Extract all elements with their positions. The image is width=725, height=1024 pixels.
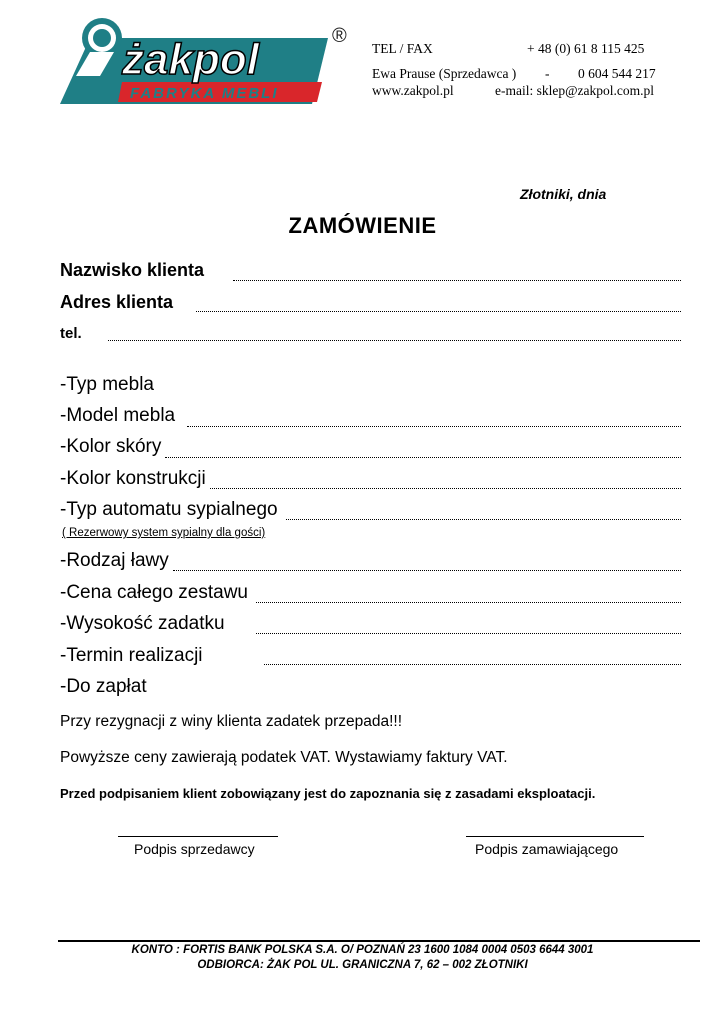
item-label: Kolor skóry xyxy=(66,436,162,457)
item-dash: - xyxy=(60,613,67,634)
item-sleep-mechanism xyxy=(60,499,278,521)
client-phone-field[interactable] xyxy=(108,340,681,341)
item-dash: - xyxy=(60,499,67,520)
tel-fax-label: TEL / FAX xyxy=(372,41,433,56)
item-dash: - xyxy=(60,436,67,457)
item-label: Model mebla xyxy=(66,405,176,426)
item-dash: - xyxy=(60,405,67,426)
item-label: Wysokość zadatku xyxy=(66,613,225,634)
client-address-field[interactable] xyxy=(196,311,681,312)
item-table-type xyxy=(60,550,169,572)
furniture-model-field[interactable] xyxy=(187,426,681,427)
item-label: Kolor konstrukcji xyxy=(66,468,206,489)
item-dash: - xyxy=(60,582,67,603)
sleep-mechanism-field[interactable] xyxy=(286,519,681,520)
tel-fax-value: + 48 (0) 61 8 115 425 xyxy=(527,41,645,56)
item-amount-due xyxy=(60,676,147,698)
item-label: Do zapłat xyxy=(66,676,147,697)
item-furniture-type xyxy=(60,374,154,396)
buyer-signature-label: Podpis zamawiającego xyxy=(475,841,619,857)
footer-divider xyxy=(58,940,700,942)
leather-color-field[interactable] xyxy=(165,457,681,458)
deposit-amount-field[interactable] xyxy=(256,633,681,634)
item-delivery-date xyxy=(60,645,203,667)
item-dash: - xyxy=(60,468,67,489)
item-label: Cena całego zestawu xyxy=(66,582,248,603)
item-deposit-amount xyxy=(60,613,225,635)
item-dash: - xyxy=(60,676,67,697)
item-dash: - xyxy=(60,550,67,571)
vat-note: Powyższe ceny zawierają podatek VAT. Wystawiamy faktury VAT. xyxy=(60,749,508,766)
item-label: Typ automatu sypialnego xyxy=(66,499,278,520)
email-link[interactable]: e-mail: sklep@zakpol.com.pl xyxy=(495,83,655,98)
seller-signature-label: Podpis sprzedawcy xyxy=(134,841,255,857)
item-frame-color xyxy=(60,468,206,490)
reserve-note: ( Rezerwowy system sypialny dla gości) xyxy=(62,527,266,539)
delivery-date-field[interactable] xyxy=(264,664,681,665)
logo-brand-text: żakpol xyxy=(122,35,259,84)
frame-color-field[interactable] xyxy=(210,488,681,489)
buyer-signature-line[interactable] xyxy=(466,836,644,837)
item-total-price xyxy=(60,582,248,604)
seller-separator: - xyxy=(545,66,550,81)
seller-name: Ewa Prause (Sprzedawca ) xyxy=(372,66,517,81)
table-type-field[interactable] xyxy=(173,570,681,571)
rules-note: Przed podpisaniem klient zobowiązany jest do zapoznania się z zasadami eksploatacji. xyxy=(60,786,596,801)
deposit-note: Przy rezygnacji z winy klienta zadatek przepada!!! xyxy=(60,713,403,730)
registered-mark: ® xyxy=(332,25,347,47)
seller-signature-line[interactable] xyxy=(118,836,278,837)
item-label: Typ mebla xyxy=(66,374,154,395)
company-logo xyxy=(60,16,360,108)
zakpol-logo-graphic xyxy=(60,16,360,108)
page-title: ZAMÓWIENIE xyxy=(288,213,437,238)
item-dash: - xyxy=(60,374,67,395)
client-name-field[interactable] xyxy=(233,280,681,281)
bank-account: KONTO : FORTIS BANK POLSKA S.A. O/ POZNAŃ 23 1600 1084 0004 0503 6644 3001 xyxy=(131,944,594,956)
item-label: Termin realizacji xyxy=(66,645,203,666)
item-dash: - xyxy=(60,645,67,666)
total-price-field[interactable] xyxy=(256,602,681,603)
recipient-address: ODBIORCA: ŻAK POL UL. GRANICZNA 7, 62 – 002 ZŁOTNIKI xyxy=(197,959,528,971)
seller-phone: 0 604 544 217 xyxy=(578,66,656,81)
logo-subtitle-text: FABRYKA MEBLI xyxy=(130,85,279,102)
place-date: Złotniki, dnia xyxy=(520,186,607,202)
client-name-label: Nazwisko klienta xyxy=(60,260,205,280)
client-phone-label: tel. xyxy=(60,325,82,342)
website-link[interactable]: www.zakpol.pl xyxy=(372,83,454,98)
item-leather-color xyxy=(60,436,161,458)
client-address-label: Adres klienta xyxy=(60,292,174,312)
item-furniture-model xyxy=(60,405,175,427)
item-label: Rodzaj ławy xyxy=(66,550,169,571)
